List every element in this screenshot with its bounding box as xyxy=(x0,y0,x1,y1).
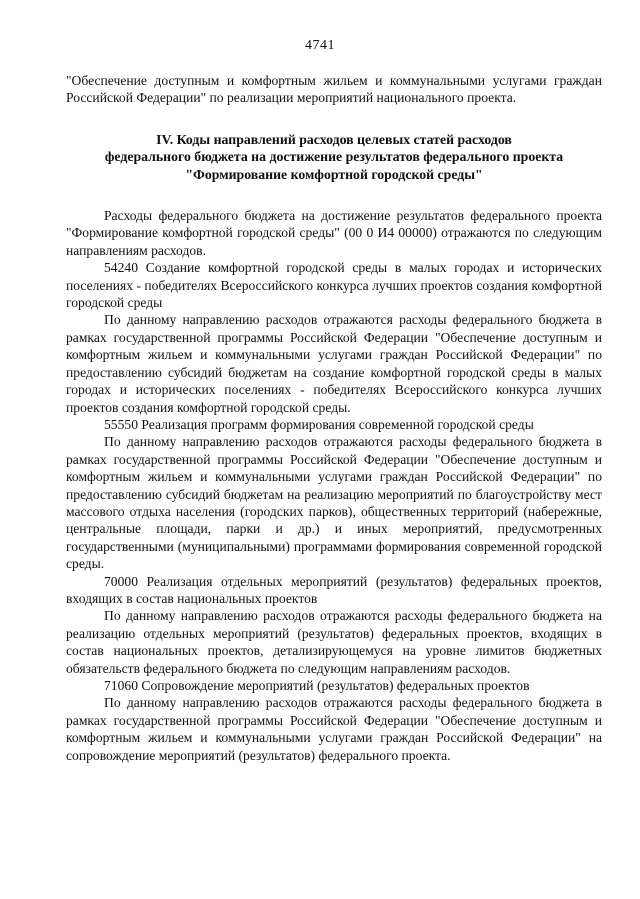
page-number: 4741 xyxy=(305,38,335,53)
section-heading-line-1: IV. Коды направлений расходов целевых статей расходов xyxy=(156,131,512,147)
paragraph-code-55550: 55550 Реализация программ формирования современной городской среды xyxy=(104,416,534,432)
intro-paragraph: "Обеспечение доступным и комфортным жильем и коммунальными услугами граждан Российской Федерации" по реализации мероприятий национального проекта. xyxy=(66,73,602,106)
section-heading xyxy=(66,131,602,183)
document-body xyxy=(66,72,602,764)
paragraph-54240-description: По данному направлению расходов отражаются расходы федерального бюджета в рамках государственной программы Российской Федерации "Обеспечение доступным и комфортным жильем и коммунальными услугами граждан Российской Федерации" по предоставлению субсидий бюджетам на создание комфортной городской среды в малых городах и исторических поселениях - победителях Всероссийского конкурса лучших проектов создания комфортной городской среды. xyxy=(66,312,602,415)
paragraph-code-54240: 54240 Создание комфортной городской среды в малых городах и исторических поселениях - победителях Всероссийского конкурса лучших проектов создания комфортной городской среды xyxy=(66,260,602,311)
paragraph-code-71060: 71060 Сопровождение мероприятий (результатов) федеральных проектов xyxy=(104,678,530,693)
section-heading-line-3: "Формирование комфортной городской среды" xyxy=(185,166,483,182)
paragraph-overview: Расходы федерального бюджета на достижение результатов федерального проекта "Формирование комфортной городской среды" (00 0 И4 00000) отражаются по следующим направлениям расходов. xyxy=(66,208,602,258)
paragraph-code-70000: 70000 Реализация отдельных мероприятий (результатов) федеральных проектов, входящих в состав национальных проектов xyxy=(66,573,602,606)
paragraph-55550-description: По данному направлению расходов отражаются расходы федерального бюджета в рамках государственной программы Российской Федерации "Обеспечение доступным и комфортным жильем и коммунальными услугами граждан Российской Федерации" по предоставлению субсидий бюджетам на реализацию мероприятий по благоустройству мест массового отдыха населения (городских парков), общественных территорий (набережные, центральные площади, парки и др.) и иных мероприятий, предусмотренных государственными (муниципальными) программами формирования современной городской среды. xyxy=(66,434,602,572)
section-heading-line-2: федерального бюджета на достижение результатов федерального проекта xyxy=(104,149,564,165)
paragraph-70000-description: По данному направлению расходов отражаются расходы федерального бюджета на реализацию отдельных мероприятий (результатов) федеральных проектов, входящих в состав национальных проектов, детализирующемуся на уровне лимитов бюджетных обязательств федерального бюджета по следующим направлениям расходов. xyxy=(66,608,602,676)
paragraph-71060-description: По данному направлению расходов отражаются расходы федерального бюджета в рамках государственной программы Российской Федерации "Обеспечение доступным и комфортным жильем и коммунальными услугами граждан Российской Федерации" на сопровождение мероприятий (результатов) федерального проекта. xyxy=(66,695,602,763)
